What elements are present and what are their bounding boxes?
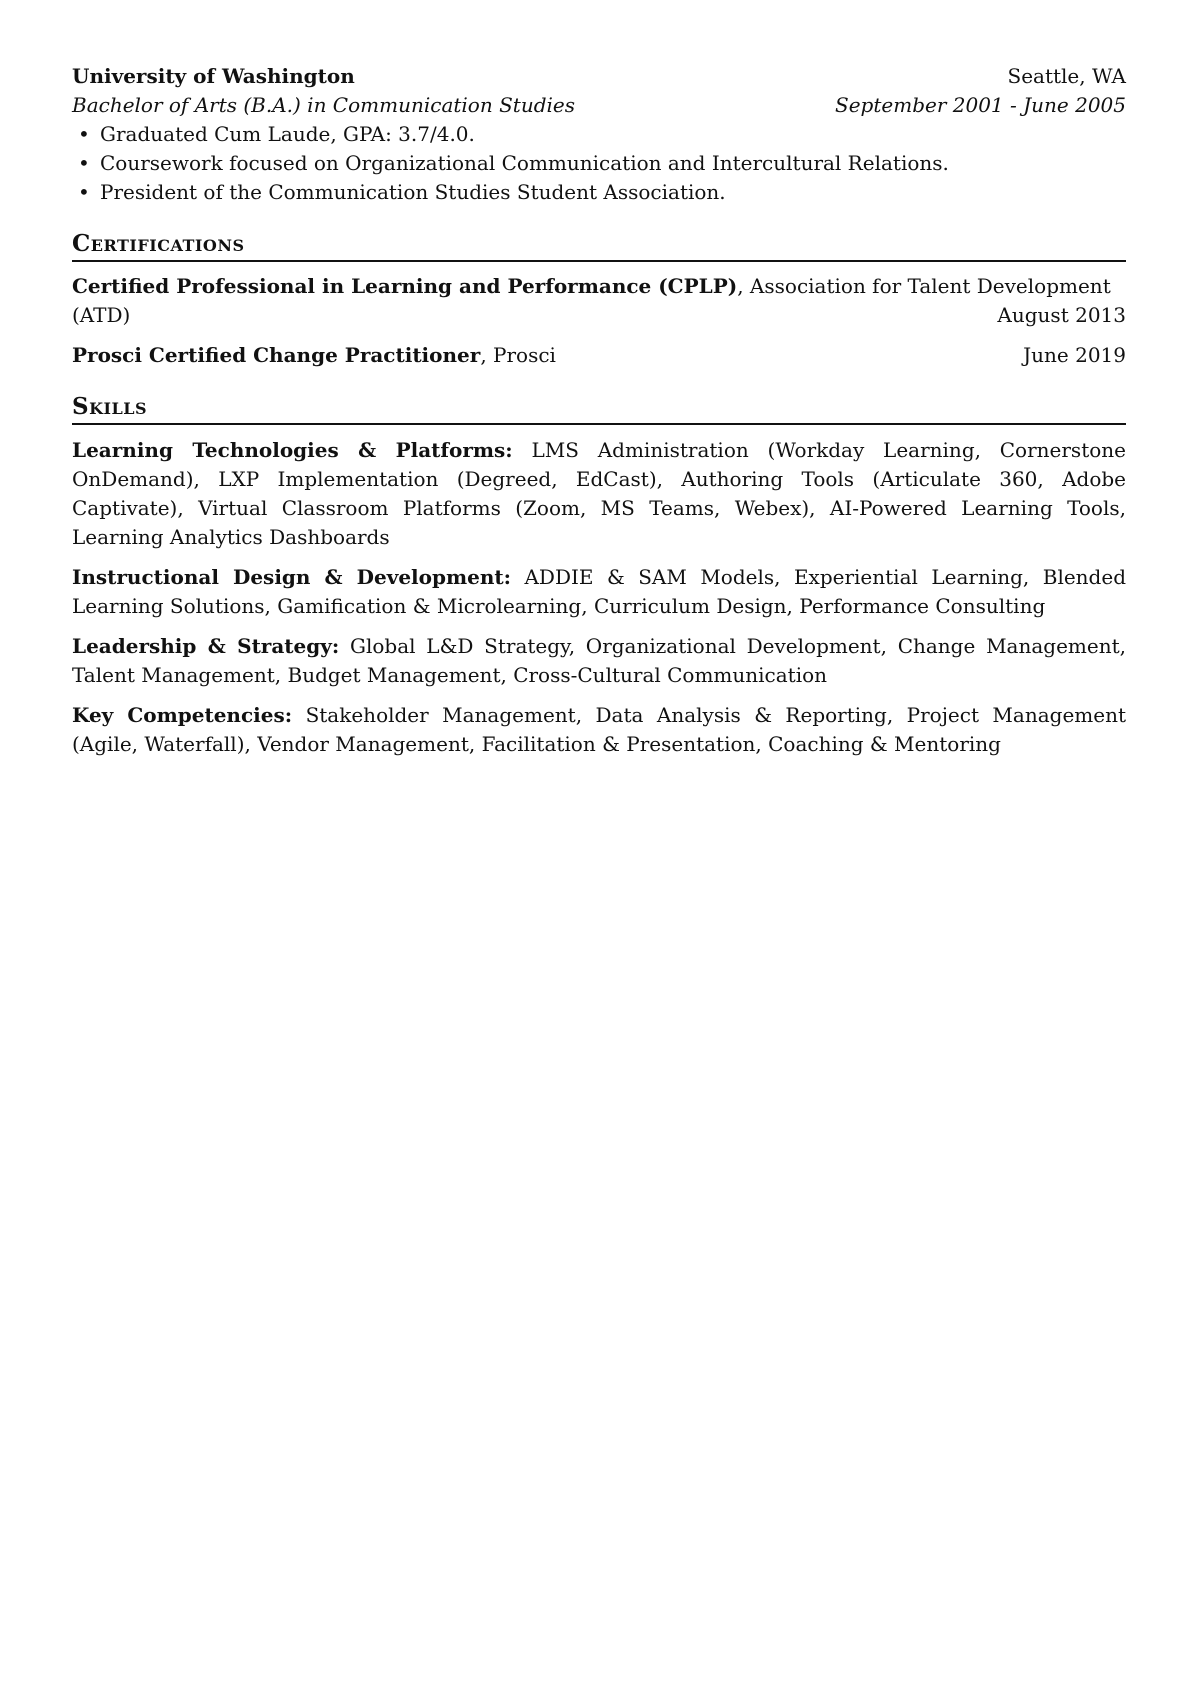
skill-text: Stakeholder Management, Data Analysis & Reporting, Project Management (Agile, Waterfall), Vendor Management, Facilitation & Presentation, Coaching & Mentoring — [72, 703, 1126, 756]
skill-entry — [72, 701, 1126, 759]
certification-entry — [72, 272, 1126, 330]
certification-issuer: , Association for Talent Development — [737, 274, 1111, 298]
certification-date: June 2019 — [1023, 343, 1126, 367]
degree-dates: September 2001 - June 2005 — [835, 93, 1126, 117]
section-title-certifications: Certifications — [72, 229, 1126, 262]
skill-label: Leadership & Strategy: — [72, 634, 340, 658]
certification-line — [72, 341, 556, 370]
school-name: University of Washington — [72, 64, 355, 88]
list-item: • Coursework focused on Organizational Communication and Intercultural Relations. — [72, 149, 1126, 178]
skill-label: Learning Technologies & Platforms: — [72, 438, 513, 462]
certification-line — [72, 301, 1126, 330]
skill-entry — [72, 563, 1126, 621]
skill-entry — [72, 436, 1126, 552]
skill-label: Key Competencies: — [72, 703, 293, 727]
skill-text: Global L&D Strategy, Organizational Development, Change Management, Talent Management, Budget Management, Cross-Cultural Communication — [72, 634, 1126, 687]
skill-text: LMS Administration (Workday Learning, Cornerstone OnDemand), LXP Implementation (Degreed, EdCast), Authoring Tools (Articulate 360, Adobe Captivate), Virtual Classroom Platforms (Zoom, MS Teams, Webex), AI-Powered Learning Tools, Learning Analytics Dashboards — [72, 438, 1126, 549]
certification-line — [72, 272, 1126, 301]
bullet-icon: • — [78, 151, 90, 175]
degree-title: Bachelor of Arts (B.A.) in Communication Studies — [72, 93, 575, 117]
bullet-icon: • — [78, 122, 90, 146]
list-item: • Graduated Cum Laude, GPA: 3.7/4.0. — [72, 120, 1126, 149]
section-title-skills: Skills — [72, 392, 1126, 425]
school-location: Seattle, WA — [1007, 64, 1126, 88]
resume-page — [72, 62, 1126, 759]
skill-entry — [72, 632, 1126, 690]
certification-name: Prosci Certified Change Practitioner — [72, 343, 481, 367]
certification-name: Certified Professional in Learning and Performance (CPLP) — [72, 274, 738, 298]
certification-entry — [72, 341, 1126, 370]
education-entry — [72, 62, 1126, 207]
certification-issuer: , Prosci — [480, 343, 556, 367]
education-bullets — [72, 120, 1126, 207]
skill-label: Instructional Design & Development: — [72, 565, 512, 589]
list-item: • President of the Communication Studies Student Association. — [72, 178, 1126, 207]
certification-issuer: (ATD) — [72, 303, 131, 327]
bullet-icon: • — [78, 180, 90, 204]
certification-date: August 2013 — [997, 303, 1126, 327]
education-header-row — [72, 62, 1126, 91]
degree-row — [72, 91, 1126, 120]
skill-text: ADDIE & SAM Models, Experiential Learning, Blended Learning Solutions, Gamification & Microlearning, Curriculum Design, Performance Consulting — [72, 565, 1126, 618]
